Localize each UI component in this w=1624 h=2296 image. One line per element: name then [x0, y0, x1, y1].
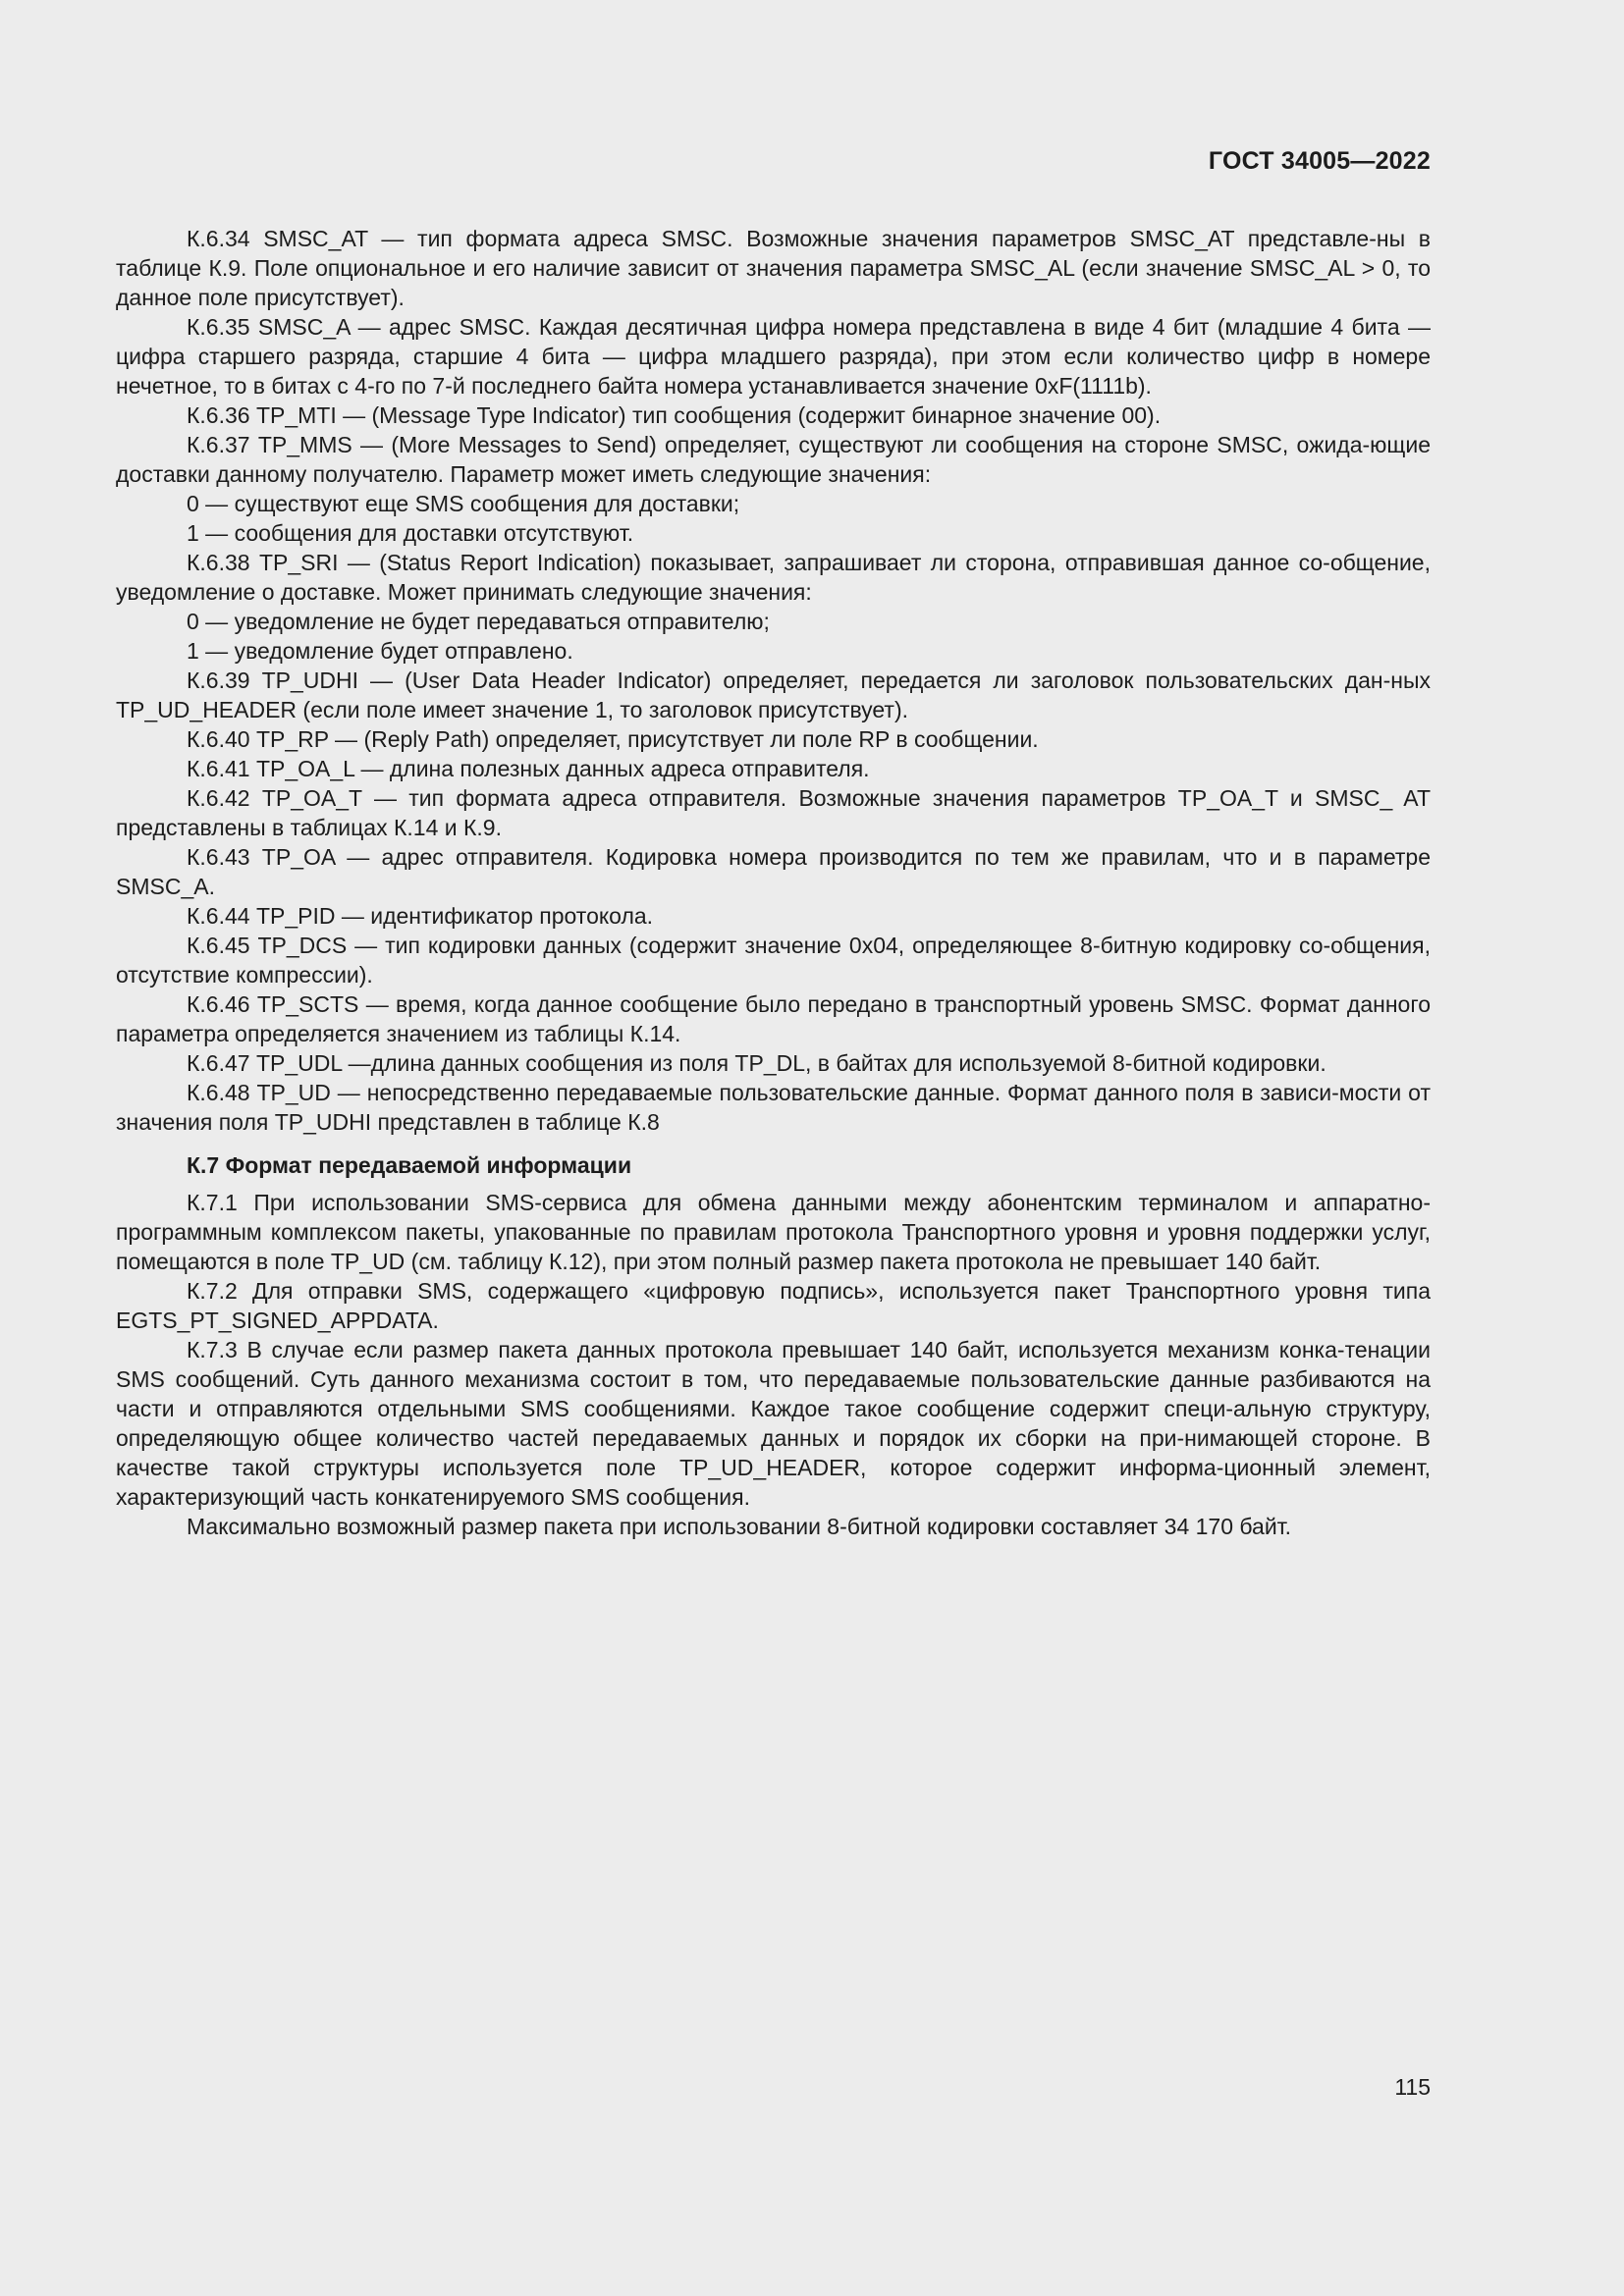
- paragraph-k6-48: К.6.48 TP_UD — непосредственно передаваемые пользовательские данные. Формат данного поля в зависи-мости от значения поля TP_UDHI представлен в таблице К.8: [116, 1080, 1431, 1135]
- paragraph-k6-40: К.6.40 TP_RP — (Reply Path) определяет, присутствует ли поле RP в сообщении.: [187, 726, 1039, 752]
- paragraph-k6-46: К.6.46 TP_SCTS — время, когда данное сообщение было передано в транспортный уровень SMSC. Формат данного параметра определяется значением из таблицы К.14.: [116, 991, 1431, 1046]
- page-content: [116, 224, 1431, 1541]
- paragraph-k7-3: К.7.3 В случае если размер пакета данных протокола превышает 140 байт, используется механизм конка-тенации SMS сообщений. Суть данного механизма состоит в том, что передаваемые пользовательские данные разбиваются на части и отправляются отдельными SMS сообщениями. Каждое такое сообщение содержит специ-альную структуру, определяющую общее количество частей передаваемых данных и порядок их сборки на при-нимающей стороне. В качестве такой структуры используется поле TP_UD_HEADER, которое содержит информа-ционный элемент, характеризующий часть конкатенируемого SMS сообщения.: [116, 1337, 1431, 1510]
- paragraph-k6-36: К.6.36 TP_MTI — (Message Type Indicator) тип сообщения (содержит бинарное значение 00).: [187, 402, 1162, 428]
- section-heading-k7: К.7 Формат передаваемой информации: [187, 1152, 632, 1178]
- paragraph-k6-43: К.6.43 TP_OA — адрес отправителя. Кодировка номера производится по тем же правилам, что и в параметре SMSC_A.: [116, 844, 1431, 899]
- paragraph-k7-1: К.7.1 При использовании SMS-сервиса для обмена данными между абонентским терминалом и аппаратно-программным комплексом пакеты, упакованные по правилам протокола Транспортного уровня и уровня поддержки услуг, помещаются в поле TP_UD (см. таблицу К.12), при этом полный размер пакета протокола не превышает 140 байт.: [116, 1190, 1431, 1274]
- list-item-mms-1: 1 — сообщения для доставки отсутствуют.: [187, 520, 634, 546]
- paragraph-k6-47: К.6.47 TP_UDL —длина данных сообщения из поля TP_DL, в байтах для используемой 8-битной кодировки.: [187, 1050, 1326, 1076]
- paragraph-k6-38: К.6.38 TP_SRI — (Status Report Indication) показывает, запрашивает ли сторона, отправившая данное со-общение, уведомление о доставке. Может принимать следующие значения:: [116, 550, 1431, 605]
- paragraph-k6-42: К.6.42 TP_OA_T — тип формата адреса отправителя. Возможные значения параметров TP_OA_T и SMSC_ AT представлены в таблицах К.14 и К.9.: [116, 785, 1431, 840]
- list-item-sri-0: 0 — уведомление не будет передаваться отправителю;: [187, 609, 770, 634]
- list-item-sri-1: 1 — уведомление будет отправлено.: [187, 638, 573, 664]
- paragraph-k6-37: К.6.37 TP_MMS — (More Messages to Send) определяет, существуют ли сообщения на стороне SMSC, ожида-ющие доставки данному получателю. Параметр может иметь следующие значения:: [116, 432, 1431, 487]
- paragraph-max-size: Максимально возможный размер пакета при использовании 8-битной кодировки составляет 34 170 байт.: [187, 1514, 1292, 1539]
- paragraph-k6-44: К.6.44 TP_PID — идентификатор протокола.: [187, 903, 654, 929]
- paragraph-k6-35: К.6.35 SMSC_A — адрес SMSC. Каждая десятичная цифра номера представлена в виде 4 бит (младшие 4 бита — цифра старшего разряда, старшие 4 бита — цифра младшего разряда), при этом если количество цифр в номере нечетное, то в битах с 4-го по 7-й последнего байта номера устанавливается значение 0xF(1111b).: [116, 314, 1431, 399]
- paragraph-k7-2: К.7.2 Для отправки SMS, содержащего «цифровую подпись», используется пакет Транспортного уровня типа EGTS_PT_SIGNED_APPDATA.: [116, 1278, 1431, 1333]
- list-item-mms-0: 0 — существуют еще SMS сообщения для доставки;: [187, 491, 740, 516]
- paragraph-k6-45: К.6.45 TP_DCS — тип кодировки данных (содержит значение 0x04, определяющее 8-битную кодировку со-общения, отсутствие компрессии).: [116, 933, 1431, 988]
- document-header: ГОСТ 34005—2022: [1208, 147, 1431, 175]
- paragraph-k6-39: К.6.39 TP_UDHI — (User Data Header Indicator) определяет, передается ли заголовок пользовательских дан-ных TP_UD_HEADER (если поле имеет значение 1, то заголовок присутствует).: [116, 667, 1431, 722]
- page-number: 115: [1394, 2074, 1431, 2100]
- paragraph-k6-41: К.6.41 TP_OA_L — длина полезных данных адреса отправителя.: [187, 756, 870, 781]
- paragraph-k6-34: К.6.34 SMSC_AT — тип формата адреса SMSC. Возможные значения параметров SMSC_AT представле-ны в таблице К.9. Поле опциональное и его наличие зависит от значения параметра SMSC_AL (если значение SMSC_AL > 0, то данное поле присутствует).: [116, 226, 1431, 310]
